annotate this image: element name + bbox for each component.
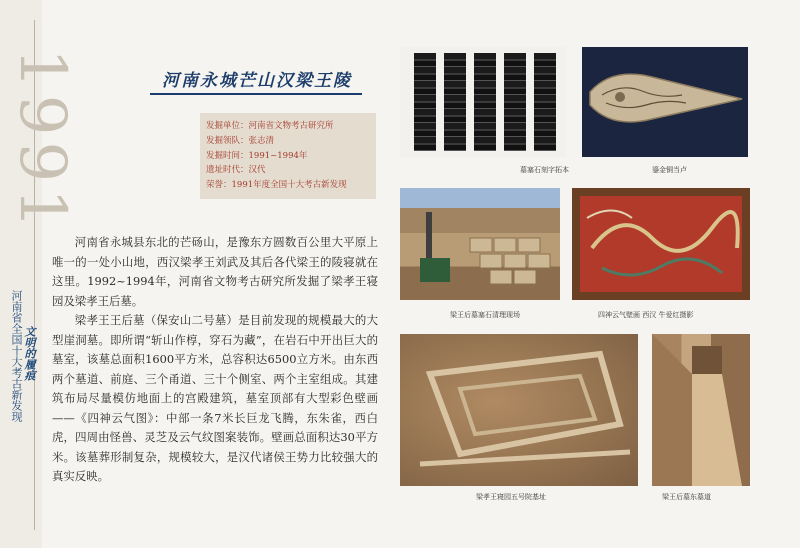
mural-painting (572, 188, 750, 300)
bronze-ornament-photo (582, 47, 748, 157)
excavation-site-photo (400, 188, 560, 300)
rubbing-strip (414, 53, 436, 151)
paragraph: 河南省永城县东北的芒砀山，是豫东方圆数百公里大平原上唯一的一处小山地，西汉梁孝王刘武及其后各代梁王的陵寝就在这里。1992~1994年，河南省文物考古研究所发掘了梁孝王寝园及梁孝王后墓。 (52, 235, 378, 308)
series-subtitle: 河南省全国十大考古新发现 (10, 290, 23, 422)
excavation-scene (400, 188, 560, 300)
bronze-ornament-shape (582, 47, 748, 157)
series-tag (10, 290, 36, 422)
article-body (52, 233, 378, 487)
excavation-info-box (200, 113, 376, 199)
rubbing-strip (504, 53, 526, 151)
caption-tomb: 梁孝王寝园五号院基址 (476, 493, 546, 501)
caption-rubbing: 墓塞石刻字拓本 (520, 166, 569, 174)
caption-site: 梁王后墓塞石清理现场 (450, 311, 520, 319)
rubbing-strip (534, 53, 556, 151)
rubbing-strip (444, 53, 466, 151)
caption-mural: 四神云气壁画 西汉 牛爱红摄影 (598, 311, 694, 319)
caption-bronze: 鎏金铜当卢 (652, 166, 687, 174)
series-name: 文明的履痕 (23, 325, 36, 381)
rubbing-photo (400, 47, 566, 157)
title-rule (150, 93, 362, 95)
rubbing-strip (474, 53, 496, 151)
info-honor: 荣誉：1991年度全国十大考古新发现 (206, 180, 347, 191)
tomb-foundation-photo (400, 334, 638, 486)
corridor-scene (652, 334, 750, 486)
info-leader: 发掘领队：张志清 (206, 135, 275, 146)
info-unit: 发掘单位：河南省文物考古研究所 (206, 121, 334, 131)
foundation-outline (400, 334, 638, 486)
info-period: 遗址时代：汉代 (206, 165, 266, 176)
year-watermark: 1991 (5, 48, 79, 235)
info-date: 发掘时间：1991~1994年 (206, 150, 308, 161)
east-corridor-photo (652, 334, 750, 486)
paragraph: 梁孝王王后墓（保安山二号墓）是目前发现的规模最大的大型崖洞墓。即所谓“斩山作椁，穿石为藏”，在岩石中开出巨大的墓室，该墓总面积1600平方米，总容积达6500立方米。由东西两个墓道、前庭、三个甬道、三十个侧室、两个主室组成。其建筑布局尽量模仿地面上的宫殿建筑，墓室顶部有大型彩色壁画——《四神云气图》：中部一条7米长巨龙飞腾，东朱雀，西白虎，四周由怪兽、灵芝及云气纹图案装饰。壁画总面积达30平方米。该墓葬形制复杂，规模较大，是汉代诸侯王势力比较强大的真实反映。 (52, 313, 378, 483)
mural-photo (572, 188, 750, 300)
caption-corridor: 梁王后墓东墓道 (662, 493, 711, 501)
page-title: 河南永城芒山汉梁王陵 (162, 71, 352, 91)
